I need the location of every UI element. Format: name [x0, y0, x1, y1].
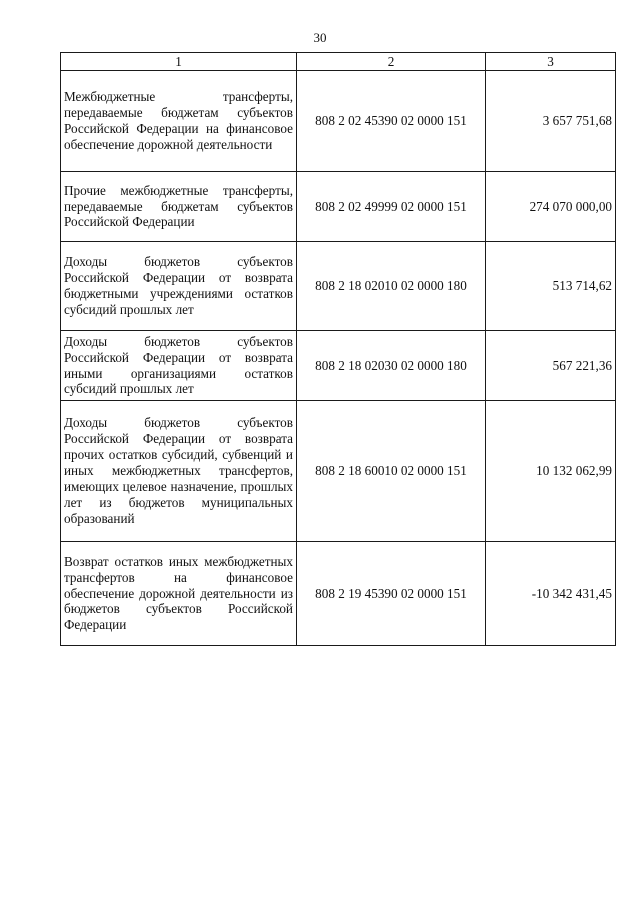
revenue-name-cell: Возврат остатков иных межбюджетных трансфертов на финансовое обеспечение дорожной деятельности из бюджетов субъектов Российской Федерации [61, 542, 297, 646]
revenue-name-cell: Доходы бюджетов субъектов Российской Федерации от возврата прочих остатков субсидий, субвенций и иных межбюджетных трансфертов, имеющих целевое назначение, прошлых лет из бюджетов муниципальных образований [61, 401, 297, 542]
classification-code-cell: 808 2 19 45390 02 0000 151 [297, 542, 486, 646]
table-header-row [61, 53, 616, 71]
amount-cell: -10 342 431,45 [486, 542, 616, 646]
revenue-name-cell: Прочие межбюджетные трансферты, передаваемые бюджетам субъектов Российской Федерации [61, 172, 297, 242]
amount-cell: 10 132 062,99 [486, 401, 616, 542]
amount-cell: 3 657 751,68 [486, 71, 616, 172]
classification-code-cell: 808 2 02 49999 02 0000 151 [297, 172, 486, 242]
budget-revenue-table [60, 52, 616, 646]
classification-code-cell: 808 2 18 02010 02 0000 180 [297, 242, 486, 331]
page-number: 30 [313, 30, 327, 45]
table-row [61, 71, 616, 172]
table-row [61, 401, 616, 542]
table-row [61, 331, 616, 401]
revenue-name-cell: Доходы бюджетов субъектов Российской Федерации от возврата бюджетными учреждениями остатков субсидий прошлых лет [61, 242, 297, 331]
table-row [61, 542, 616, 646]
column-header-2: 2 [297, 53, 486, 71]
table-row [61, 172, 616, 242]
amount-cell: 274 070 000,00 [486, 172, 616, 242]
revenue-name-cell: Доходы бюджетов субъектов Российской Федерации от возврата иными организациями остатков субсидий прошлых лет [61, 331, 297, 401]
amount-cell: 567 221,36 [486, 331, 616, 401]
table-row [61, 242, 616, 331]
classification-code-cell: 808 2 18 02030 02 0000 180 [297, 331, 486, 401]
column-header-1: 1 [61, 53, 297, 71]
column-header-3: 3 [486, 53, 616, 71]
classification-code-cell: 808 2 02 45390 02 0000 151 [297, 71, 486, 172]
amount-cell: 513 714,62 [486, 242, 616, 331]
classification-code-cell: 808 2 18 60010 02 0000 151 [297, 401, 486, 542]
revenue-name-cell: Межбюджетные трансферты, передаваемые бюджетам субъектов Российской Федерации на финансовое обеспечение дорожной деятельности [61, 71, 297, 172]
